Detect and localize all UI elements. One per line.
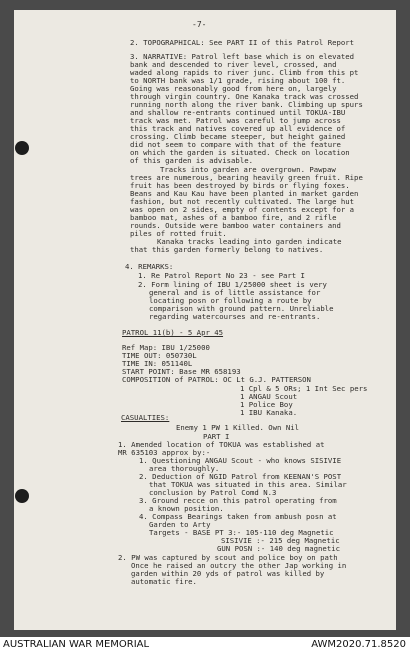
time-in: TIME IN: 051140L <box>122 359 193 368</box>
part-one-line: a known position. <box>149 504 224 513</box>
part-one-line: Once he raised an outcry the other Jap working in <box>131 561 347 570</box>
narrative-line: Tracks into garden are overgrown. Pawpaw <box>160 165 336 174</box>
composition-line: 1 Police Boy <box>240 400 293 409</box>
part-one-line: area thoroughly. <box>149 464 220 473</box>
remarks-heading: 4. REMARKS: <box>125 262 174 271</box>
topographical-line: 2. TOPOGRAPHICAL: See PART II of this Patrol Report <box>130 38 355 47</box>
patrol-heading: PATROL 11(b) - 5 Apr 45 <box>122 328 224 337</box>
composition-line: COMPOSITION of PATROL: OC Lt G.J. PATTERSON <box>122 375 311 384</box>
narrative-line: that this garden formerly belong to natives. <box>130 245 324 254</box>
remark-line: 2. Form lining of IBU 1/25000 sheet is very <box>138 280 327 289</box>
punch-hole <box>15 141 29 155</box>
narrative-line: running north along the river bank. Climbing up spurs <box>130 100 363 109</box>
part-one-line: conclusion by Patrol Comd N.3 <box>149 488 277 497</box>
archive-source: AUSTRALIAN WAR MEMORIAL <box>3 639 150 650</box>
narrative-line: through virgin country. One Kanaka track was crossed <box>130 92 359 101</box>
narrative-line: fashion, but not recently cultivated. The large hut <box>130 197 355 206</box>
archive-footer <box>0 637 410 653</box>
narrative-line: to NORTH bank was 1/1 grade, rising about 100 ft. <box>130 76 346 85</box>
narrative-line: and shallow re-entrants continued until TOKUA-IBU <box>130 108 346 117</box>
part-one-line: Garden to Arty <box>149 520 211 529</box>
casualties-line: Enemy 1 PW 1 Killed. Own Nil <box>176 423 300 432</box>
part-one-line: 2. PW was captured by scout and police boy on path <box>118 553 338 562</box>
narrative-line: trees are numerous, bearing heavily green fruit. Ripe <box>130 173 363 182</box>
part-one-heading: PART I <box>203 432 230 441</box>
part-one-line: 2. Deduction of NGID Patrol from KEENAN'S POST <box>139 472 342 481</box>
narrative-line: on which the garden is situated. Check on location <box>130 148 350 157</box>
document-page <box>14 10 396 630</box>
narrative-line: track was met. Patrol was careful to jump across <box>130 116 341 125</box>
part-one-line: MR 635103 approx by:- <box>118 448 211 457</box>
narrative-line: crossing. Climb became steeper, but height gained <box>130 132 346 141</box>
narrative-line: did not seem to compare with that of the feature <box>130 140 341 149</box>
narrative-line: was open on 2 sides, empty of contents except for a <box>130 205 355 214</box>
composition-line: 1 IBU Kanaka. <box>240 408 298 417</box>
part-one-line: automatic fire. <box>131 577 197 586</box>
narrative-line: bamboo mat, ashes of a bamboo fire, and 2 rifle <box>130 213 337 222</box>
part-one-line: 4. Compass Bearings taken from ambush posn at <box>139 512 337 521</box>
start-point: START POINT: Base MR 658193 <box>122 367 241 376</box>
part-one-line: that TOKUA was situated in this area. Similar <box>149 480 347 489</box>
narrative-line: of this garden is advisable. <box>130 156 254 165</box>
part-one-line: 1. Questioning ANGAU Scout - who knows SISIVIE <box>139 456 342 465</box>
narrative-line: Beans and Kau Kau have been planted in market garden <box>130 189 359 198</box>
narrative-line: this track and natives covered up all evidence of <box>130 124 346 133</box>
part-one-line: GUN POSN :- 140 deg magnetic <box>217 544 341 553</box>
part-one-line: Targets - BASE PT 3:- 105-110 deg Magnetic <box>149 528 334 537</box>
composition-line: 1 ANGAU Scout <box>240 392 298 401</box>
casualties-heading: CASUALTIES: <box>121 413 170 422</box>
part-one-line: 3. Ground recce on this patrol operating from <box>139 496 337 505</box>
composition-line: 1 Cpl & 5 ORs; 1 Int Sec pers <box>240 384 368 393</box>
part-one-line: 1. Amended location of TOKUA was established at <box>118 440 325 449</box>
ref-map: Ref Map: IBU 1/25000 <box>122 343 210 352</box>
narrative-line: piles of rotted fruit. <box>130 229 227 238</box>
remark-line: general and is of little assistance for <box>149 288 321 297</box>
narrative-line: waded along rapids to river junc. Climb from this pt <box>130 68 359 77</box>
narrative-line: rounds. Outside were bamboo water containers and <box>130 221 341 230</box>
narrative-line: 3. NARRATIVE: Patrol left base which is on elevated <box>130 52 355 61</box>
remark-line: comparison with ground pattern. Unreliable <box>149 304 334 313</box>
page-number: -7- <box>192 20 207 29</box>
part-one-line: garden within 20 yds of patrol was killed by <box>131 569 325 578</box>
remark-line: regarding watercourses and re-entrants. <box>149 312 321 321</box>
punch-hole <box>15 489 29 503</box>
remark-line: 1. Re Patrol Report No 23 - see Part I <box>138 271 305 280</box>
time-out: TIME OUT: 050730L <box>122 351 197 360</box>
narrative-line: Going was reasonably good from here on, largely <box>130 84 337 93</box>
part-one-line: SISIVIE :- 215 deg Magnetic <box>221 536 340 545</box>
narrative-line: bank and descended to river level, crossed, and <box>130 60 337 69</box>
archive-reference: AWM2020.71.8520 <box>311 639 406 650</box>
narrative-line: Kanaka tracks leading into garden indicate <box>157 237 342 246</box>
remark-line: locating posn or following a route by <box>149 296 312 305</box>
narrative-line: fruit has been destroyed by birds or flying foxes. <box>130 181 350 190</box>
